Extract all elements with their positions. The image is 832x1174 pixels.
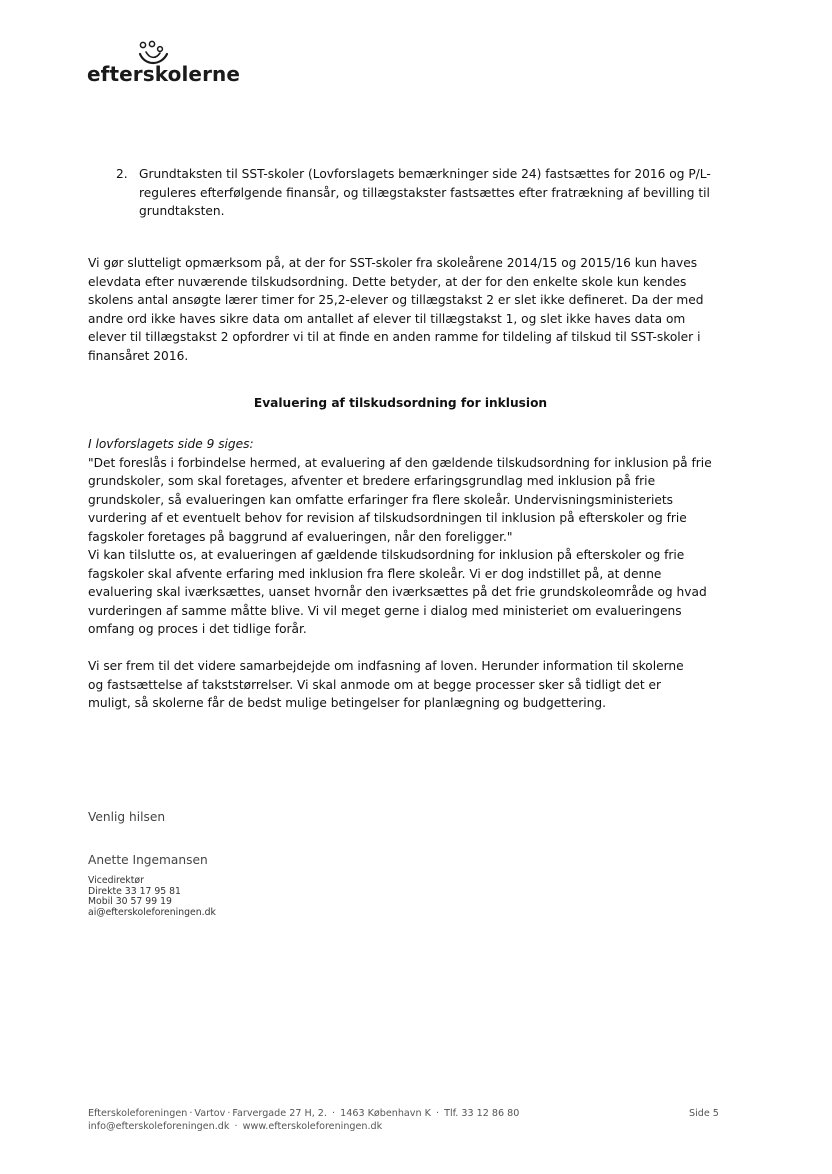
footer-city: 1463 København K bbox=[340, 1108, 431, 1119]
text-line: Vi gør slutteligt opmærksom på, at der for SST-skoler fra skoleårene 2014/15 og 2015/16 kun haves bbox=[88, 256, 698, 270]
footer-website[interactable]: www.efterskoleforeningen.dk bbox=[242, 1120, 383, 1132]
text-line: elever til tillægstakst 2 opfordrer vi til at finde en anden ramme for tildeling af tilskud til SST-skoler i bbox=[88, 330, 701, 344]
text-line: omfang og proces i det tidlige forår. bbox=[88, 622, 307, 636]
footer-separator: · bbox=[435, 1108, 440, 1119]
page-number: Side 5 bbox=[689, 1108, 719, 1119]
footer-email[interactable]: info@efterskoleforeningen.dk bbox=[88, 1120, 230, 1132]
text-line: skolens antal ansøgte lærer timer for 25,2-elever og tillægstakst 2 er slet ikke defineret. Da der med bbox=[88, 293, 704, 307]
text-line: grundtaksten. bbox=[139, 204, 225, 218]
contact-title: Vicedirektør bbox=[88, 875, 144, 886]
text-line: "Det foreslås i forbindelse hermed, at evaluering af den gældende tilskudsordning for inklusion på frie bbox=[88, 455, 712, 470]
greeting: Venlig hilsen bbox=[88, 810, 166, 824]
footer-separator: · bbox=[332, 1108, 336, 1119]
text-line: vurdering af et eventuelt behov for revision af tilskudsordningen til inklusion på efterskoler og frie bbox=[88, 511, 687, 525]
footer-separator: · bbox=[189, 1108, 193, 1119]
footer-separator: · bbox=[234, 1120, 238, 1132]
contact-mobile: Mobil 30 57 99 19 bbox=[88, 896, 172, 907]
text-line: og fastsættelse af takststørrelser. Vi skal anmode om at begge processer sker så tidligt det er bbox=[88, 677, 662, 692]
text-line: Grundtaksten til SST-skoler (Lovforslagets bemærkninger side 24) fastsættes for 2016 og P/L- bbox=[139, 167, 711, 181]
item-number: 2. bbox=[116, 167, 128, 181]
text-line: grundskoler, så evalueringen kan omfatte erfaringer fra flere skoleår. Undervisningsministeriets bbox=[88, 492, 674, 507]
footer-org: Efterskoleforeningen bbox=[88, 1108, 188, 1119]
text-line: fagskoler foretages på baggrund af evalueringen, når den foreligger." bbox=[88, 529, 513, 544]
footer bbox=[88, 1108, 519, 1133]
text-line: muligt, så skolerne får de bedst mulige betingelser for planlægning og budgettering. bbox=[88, 696, 606, 710]
contact-direct-phone: Direkte 33 17 95 81 bbox=[88, 885, 181, 897]
item-text bbox=[139, 165, 719, 221]
paragraph-closing bbox=[88, 657, 713, 713]
text-line: fagskoler skal afvente erfaring med inklusion fra flere skoleår. Vi er dog indstillet på, at denne bbox=[88, 566, 662, 581]
contact-block bbox=[88, 876, 216, 918]
text-line: Vi kan tilslutte os, at evalueringen af gældende tilskudsordning for inklusion på efterskoler og frie bbox=[88, 548, 685, 562]
text-line: Vi ser frem til det videre samarbejdejde om indfasning af loven. Herunder information til skolerne bbox=[88, 659, 684, 673]
footer-phone: Tlf. 33 12 86 80 bbox=[444, 1108, 520, 1119]
quote-intro: I lovforslagets side 9 siges: bbox=[88, 437, 254, 451]
footer-web-line bbox=[88, 1121, 519, 1134]
section-heading: Evaluering af tilskudsordning for inklusion bbox=[253, 396, 548, 410]
footer-building: Vartov bbox=[194, 1108, 226, 1119]
text-line: andre ord ikke haves sikre data om antallet af elever til tillægstakst 1, og slet ikke haves data om bbox=[88, 311, 686, 326]
text-line: finansåret 2016. bbox=[88, 348, 189, 363]
text-line: elevdata efter nuværende tilskudsordning. Dette betyder, at der for den enkelte skole kun kendes bbox=[88, 274, 687, 289]
paragraph-data-note bbox=[88, 254, 713, 365]
contact-email[interactable]: ai@efterskoleforeningen.dk bbox=[88, 906, 216, 918]
text-line: reguleres efterfølgende finansår, og tillægstakster fastsættes efter fratrækning af bevilling til bbox=[139, 185, 710, 200]
footer-separator: · bbox=[227, 1108, 231, 1119]
text-line: evaluering skal iværksættes, uanset hvornår den iværksættes på det frie grundskoleområde og hvad bbox=[88, 585, 707, 599]
text-line: vurderingen af samme måtte blive. Vi vil meget gerne i dialog med ministeriet om evalueringens bbox=[88, 603, 682, 618]
footer-address: Farvergade 27 H, 2. bbox=[232, 1108, 327, 1119]
signatory-name: Anette Ingemansen bbox=[88, 853, 208, 867]
paragraph-evaluation bbox=[88, 435, 713, 639]
text-line: grundskoler, som skal foretages, afventer et bredere erfaringsgrundlag med inklusion på frie bbox=[88, 474, 656, 488]
footer-address-line bbox=[88, 1108, 519, 1121]
logo-wordmark: efterskolerne bbox=[87, 62, 241, 86]
